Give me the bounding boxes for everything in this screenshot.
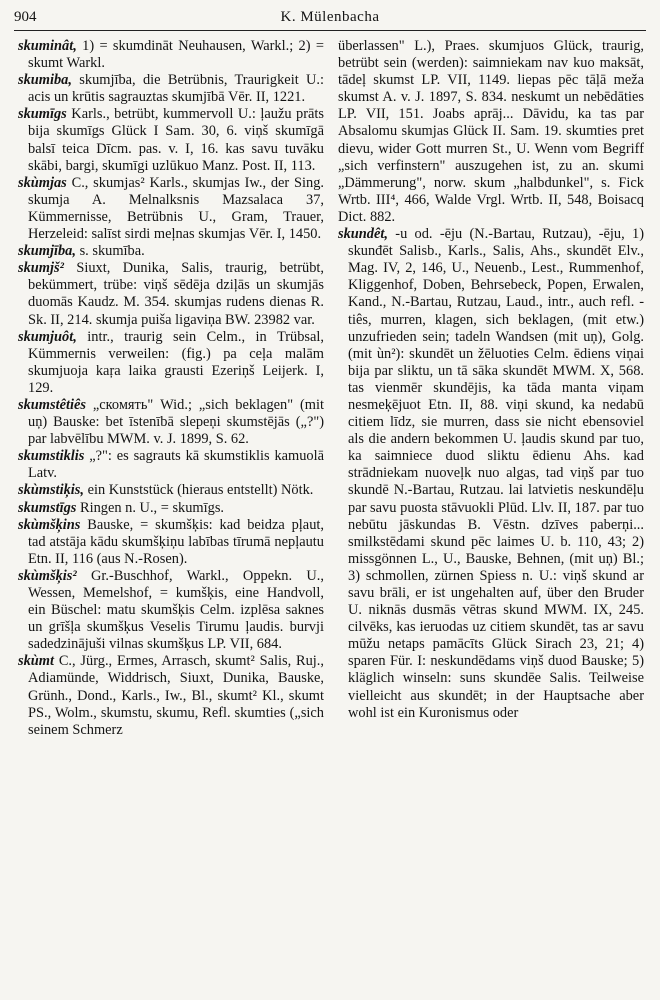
- entry-headword: skumstīgs: [18, 499, 77, 516]
- dictionary-entry: [18, 653, 324, 738]
- entry-text: Siuxt, Dunika, Salis, traurig, betrübt, bekümmert, trübe: viņš sēdēja dziļās un skumjās duomās Kaudz. M. 354. skumjas rudens dienas R. Sk. II, 214. skumja puiša ligaviņa BW. 23982 var.: [28, 260, 324, 328]
- entry-text: „скомять" Wid.; „sich beklagen" (mit uņ) Bauske: bet īstenībā slepeņi skumstējās („?") par labvēlību MWM. v. J. 1899, S. 62.: [28, 396, 324, 448]
- entry-headword: skùmšķins: [18, 516, 81, 533]
- dictionary-entry: [18, 260, 324, 328]
- dictionary-entry: [18, 448, 324, 482]
- entry-text: ein Kunststück (hieraus entstellt) Nötk.: [83, 482, 314, 499]
- entry-text: Bauske, = skumšķis: kad beidza pļaut, tad atstāja kādu skumšķiņu labības tīrumā nepļautu Etn. II, 116 (aus N.-Rosen).: [28, 516, 324, 567]
- entry-headword: skùmšķis²: [18, 567, 77, 584]
- entry-text: intr., traurig sein Celm., in Trübsal, Kümmernis verweilen: (fig.) pa ceļa malām skumjuoja kaŗa laika grausti Ezeriņš Leijerk. I, 129.: [28, 328, 324, 396]
- entry-text: „?": es sagrauts kā skumstiklis kamuolā Latv.: [28, 448, 324, 482]
- left-column: [18, 38, 324, 994]
- entry-headword: skùmt: [18, 653, 54, 670]
- running-title: K. Mülenbacha: [280, 9, 380, 25]
- entry-text: überlassen" L.), Praes. skumjuos Glück, traurig, betrübt sein (werden): saimniekam nav kuo maksāt, tādeļ skumst LP. VII, 1149. liepas pēc tāļā meža skumst A. v. J. 1897, S. 834. neskumt un nebēdāties LP. VII, 151. Joabs aprāj... Dāvidu, ka tas par Absalomu skumjas Glück II. Sam. 19. skumties pret dievu, wider Gott murren St., U. Wenn vom Begriff „sich verfinstern" auszugehen ist, zu an. skumi „Dämmerung", norw. skum „halbdunkel", s. Fick Wrtb. III⁴, 466, Walde Vrgl. Wrtb. II, 548, Boisacq Dict. 882.: [338, 38, 644, 225]
- entry-text: Ringen n. U., = skumīgs.: [76, 499, 225, 516]
- entry-text: 1) = skumdināt Neuhausen, Warkl.; 2) = skumt Warkl.: [28, 38, 324, 72]
- entry-headword: skumiba,: [18, 72, 72, 89]
- entry-text: s. skumība.: [75, 243, 145, 260]
- entry-text: -u od. -ēju (N.-Bartau, Rutzau), -ēju, 1) skunđēt Salisb., Karls., Salis, Ahs., skundēt Elv., Mag. IV, 2, 146, U., Neuenb., Lest., Rummenhof, Kliggenhof, Doben, Behrsebeck, Popen, Erwalen, Kand., N.-Bartau, Rutzau, Laud., intr., auch refl. -tiês, murren, klagen, sich beklagen, (mit etw.) unzufrieden sein; tadeln Wandsen (mit uņ), Golg. (mit ùn²): skundēt un žēluoties Celm. ēdiens viņai bija par sliktu, un tā sāka skundēt MWM. X, 568. tas vienmēr skundējis, ka tāda manta viņam nesmeķējuot Etn. II, 88. viņi skund, ka nedabū citiem līdz, sie murren, dass sie nicht ebensoviel als die andern bekommen U. ļaudis skund par tuo, ka saimniece duod sliktu ēdienu Ahs. kad strādniekam nuoveļk nuo algas, tad viņš par tuo skundē N.-Bartau, Rutzau. lai latvietis neskundēļu par savu puosta stāvuokli Plūd. Llv. II, 187. par tuo nebūtu jāskundas B. Vēstn. dzīves paberņi... smilkstēdami skund pēc laimes U. b. 110, 43; 2) missgönnen L., U., Bauske, Behnen, (mit uņ) Bl.; 3) schmollen, zürnen Spiess n. U.: viņš skund ar savu brāli, er ist ungehalten auf, über den Bruder U. niknās dusmās vētras skund MWM. IX, 245. cilvēks, kas ieruodas uz citiem skundēt, tas ar savu mūžu netaps pamācīts Glück Sirach 23, 21; 4) sparen Für. I: neskundēdams viņš duod Bauske; 5) kläglich winseln: suns skundēe Salis. Teilweise vielleicht aus skundēt; in der Hauptsache aber wohl ist ein Kuronismus oder: [348, 226, 644, 721]
- entry-headword: skumīgs: [18, 106, 67, 123]
- dictionary-entry: [18, 517, 324, 568]
- entry-text: Gr.-Buschhof, Warkl., Oppekn. U., Wessen, Memelshof, = kumšķis, eine Handvoll, ein Büschel: matu skumšķis Celm. izplēsa saknes un grīšļa skumšķus Veselis Tirumu ļaudis. burvji sadedzinājuši vilnas skumšķus LP. VII, 684.: [28, 567, 324, 653]
- entry-text: skumjība, die Betrübnis, Traurigkeit U.: acis un krūtis sagrauztas skumjībā Vēr. II, 1221.: [28, 72, 324, 106]
- entry-text: C., Jürg., Ermes, Arrasch, skumt² Salis, Ruj., Adiamünde, Widdrisch, Siuxt, Dunika, Bauske, Grünh., Dond., Karls., Iw., Bl., skumt² Kl., skumt PS., Wolm., skumstu, skumu, Refl. skumties („sich seinem Schmerz: [28, 653, 324, 738]
- entry-headword: skùmstiķis,: [18, 482, 84, 499]
- entry-headword: skuminât,: [18, 38, 77, 54]
- dictionary-entry: [18, 175, 324, 243]
- page-number: 904: [14, 9, 37, 25]
- dictionary-entry: [18, 329, 324, 397]
- entry-headword: skumstêtiês: [18, 396, 86, 413]
- dictionary-entry: [338, 226, 644, 722]
- page-header: [14, 6, 646, 31]
- dictionary-entry: [18, 568, 324, 653]
- entry-headword: skumjība,: [18, 243, 76, 260]
- dictionary-entry: [18, 482, 324, 499]
- entry-headword: skundêt,: [338, 226, 388, 243]
- entry-continuation: [338, 38, 644, 226]
- right-column: [338, 38, 644, 994]
- entry-text: Karls., betrübt, kummervoll U.: ļaužu prāts bija skumīgs Glück I Sam. 30, 6. viņš skumīgā balsī teica Dīcm. pas. v. I, 16. kas savu tuvāku skābi, bargi, skumīgi uzlūkuo Manz. Post. II, 113.: [28, 106, 324, 174]
- dictionary-entry: [18, 500, 324, 517]
- dictionary-entry: [18, 397, 324, 448]
- entry-text: C., skumjas² Karls., skumjas Iw., der Sing. skumja A. Melnalksnis Mazsalaca 37, Kümmernisse, Betrübnis U., Gram, Trauer, Herzeleid: salīst sirdi meļnas skumjas Vēr. I, 1450.: [28, 174, 324, 243]
- entry-headword: skumstiklis: [18, 448, 85, 465]
- dictionary-entry: [18, 106, 324, 174]
- entry-headword: skùmjas: [18, 174, 67, 191]
- entry-headword: skumjš²: [18, 260, 64, 277]
- dictionary-entry: [18, 38, 324, 72]
- dictionary-entry: [18, 72, 324, 106]
- dictionary-entry: [18, 243, 324, 260]
- entry-headword: skumjuôt,: [18, 328, 77, 345]
